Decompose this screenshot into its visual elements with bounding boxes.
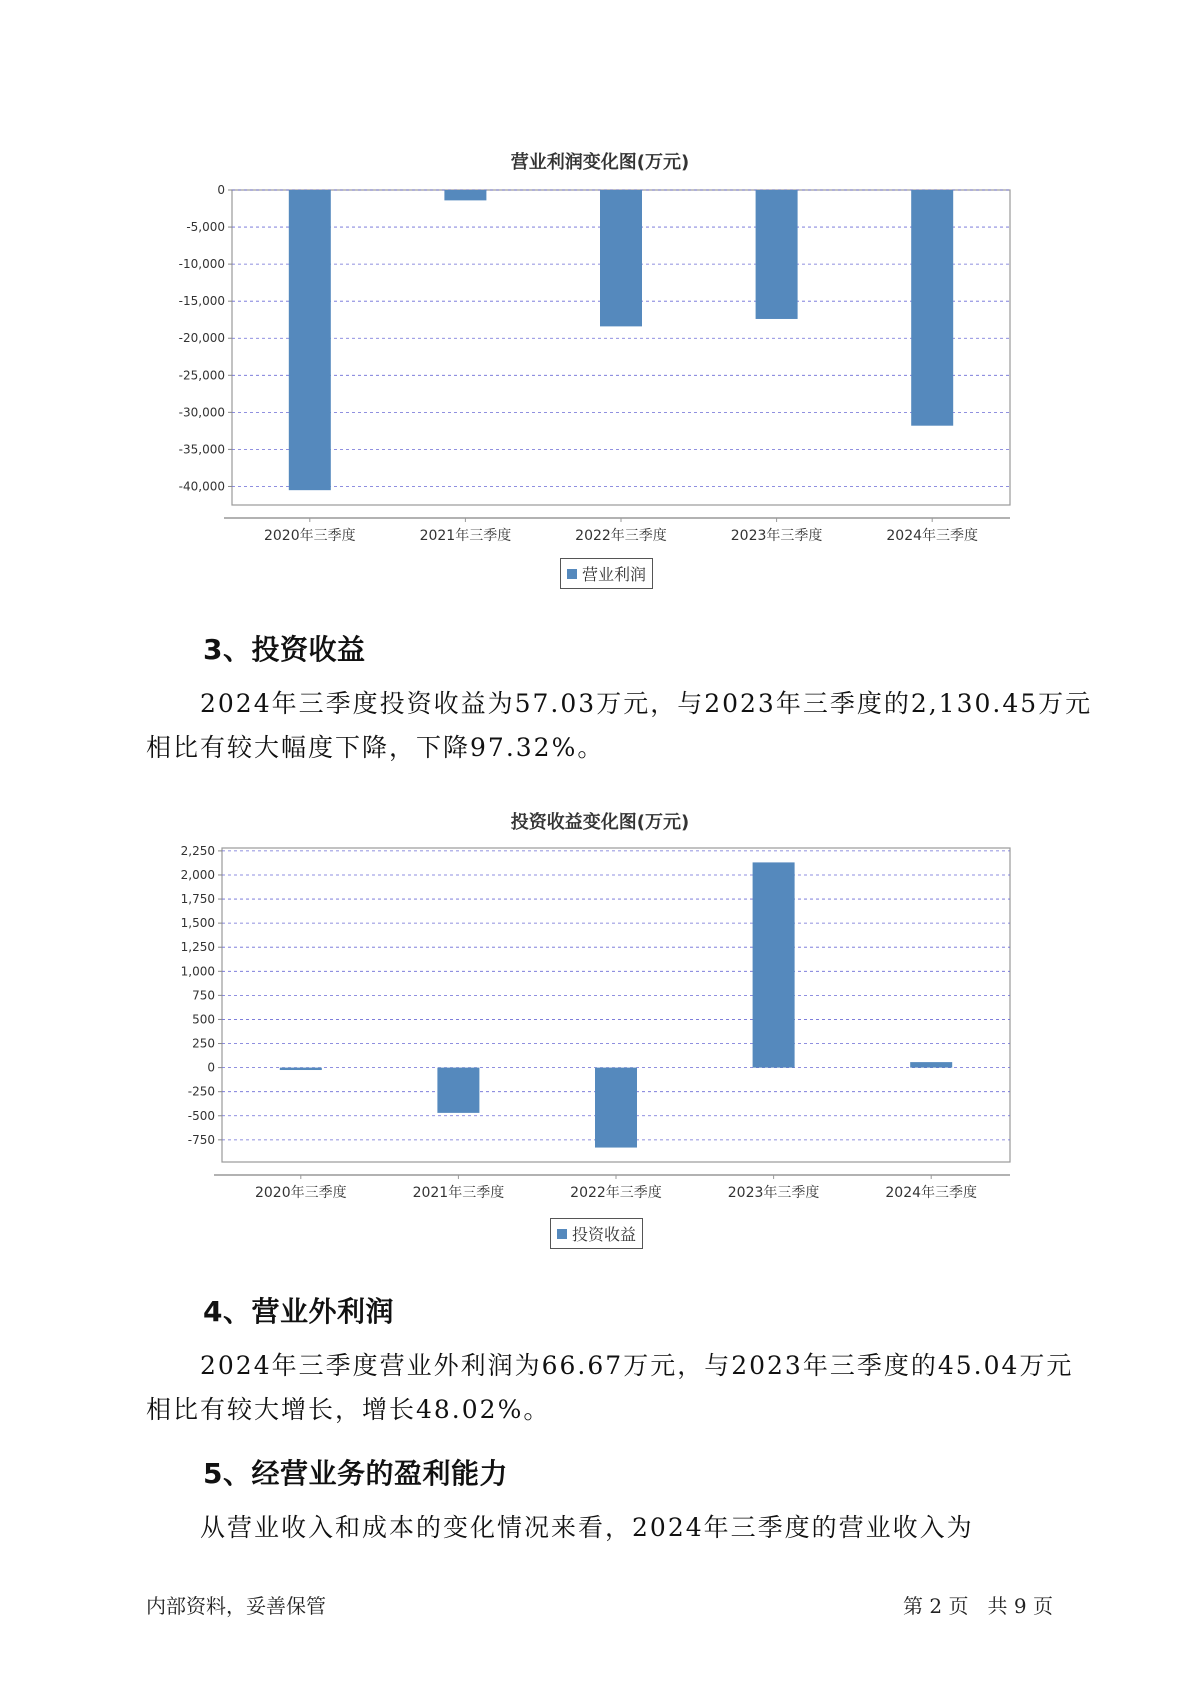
y-tick-label: -40,000 xyxy=(178,479,225,494)
y-tick-label: -10,000 xyxy=(178,257,225,272)
section-paragraph-investment-income xyxy=(146,682,1093,770)
section-paragraph-non-operating-profit xyxy=(146,1344,1074,1432)
bar xyxy=(600,190,642,326)
bar xyxy=(280,1068,322,1070)
legend-label: 营业利润 xyxy=(582,565,647,584)
section-heading-profitability: 5、经营业务的盈利能力 xyxy=(203,1457,508,1490)
x-tick-label: 2023年三季度 xyxy=(730,528,823,544)
bar xyxy=(910,1062,952,1067)
paragraph-line: 2024年三季度营业外利润为66.67万元，与2023年三季度的45.04万元 xyxy=(200,1351,1074,1380)
bar xyxy=(289,190,331,490)
bar xyxy=(444,190,486,200)
y-tick-label: -25,000 xyxy=(178,368,225,383)
bar xyxy=(911,190,953,426)
y-tick-label: 250 xyxy=(192,1036,215,1051)
chart-title: 投资收益变化图(万元) xyxy=(510,812,690,833)
bar xyxy=(595,1068,637,1148)
y-tick-label: -30,000 xyxy=(178,405,225,420)
y-tick-label: -35,000 xyxy=(178,442,225,457)
legend-swatch xyxy=(567,569,577,579)
y-tick-label: 1,250 xyxy=(180,940,215,955)
y-tick-label: 2,250 xyxy=(180,843,215,858)
x-tick-label: 2022年三季度 xyxy=(570,1185,662,1201)
y-tick-label: -5,000 xyxy=(186,220,225,235)
paragraph-line: 从营业收入和成本的变化情况来看，2024年三季度的营业收入为 xyxy=(200,1513,974,1542)
y-tick-label: 2,000 xyxy=(180,867,215,882)
paragraph-line: 2024年三季度投资收益为57.03万元，与2023年三季度的2,130.45万元 xyxy=(200,689,1093,718)
section-heading-investment-income: 3、投资收益 xyxy=(203,633,366,666)
x-tick-label: 2020年三季度 xyxy=(254,1185,347,1201)
y-tick-label: 0 xyxy=(217,183,225,197)
x-tick-label: 2020年三季度 xyxy=(263,528,356,544)
y-tick-label: -250 xyxy=(187,1084,215,1099)
bar xyxy=(756,190,798,319)
footer-page-number: 第 2 页 共 9 页 xyxy=(903,1594,1053,1618)
x-tick-label: 2022年三季度 xyxy=(575,528,667,544)
paragraph-line: 相比有较大增长，增长48.02%。 xyxy=(146,1395,551,1424)
x-tick-label: 2023年三季度 xyxy=(727,1185,820,1201)
y-tick-label: 1,750 xyxy=(180,892,215,907)
section-paragraph-profitability xyxy=(146,1506,1066,1550)
operating-profit-chart xyxy=(170,140,1030,600)
legend-label: 投资收益 xyxy=(572,1225,637,1244)
y-tick-label: -15,000 xyxy=(178,294,225,309)
legend-swatch xyxy=(557,1229,567,1239)
x-tick-label: 2021年三季度 xyxy=(419,528,512,544)
x-tick-label: 2024年三季度 xyxy=(885,1185,978,1201)
x-tick-label: 2024年三季度 xyxy=(886,528,979,544)
section-heading-non-operating-profit: 4、营业外利润 xyxy=(203,1295,394,1328)
chart-legend xyxy=(550,1218,643,1249)
y-tick-label: 750 xyxy=(192,988,215,1003)
y-tick-label: -750 xyxy=(187,1132,215,1147)
investment-income-chart xyxy=(170,808,1030,1268)
operating-profit-chart-plot xyxy=(170,180,1030,600)
x-tick-label: 2021年三季度 xyxy=(412,1185,505,1201)
y-tick-label: 1,500 xyxy=(180,916,215,931)
footer-left: 内部资料，妥善保管 xyxy=(146,1594,326,1618)
y-tick-label: 1,000 xyxy=(180,964,215,979)
investment-income-chart-plot xyxy=(170,840,1030,1230)
chart-legend xyxy=(560,558,653,589)
y-tick-label: 0 xyxy=(207,1060,215,1075)
chart-title: 营业利润变化图(万元) xyxy=(510,152,690,173)
y-tick-label: -500 xyxy=(187,1108,215,1123)
paragraph-line: 相比有较大幅度下降，下降97.32%。 xyxy=(146,733,605,762)
bar xyxy=(753,862,795,1067)
y-tick-label: 500 xyxy=(192,1012,215,1027)
y-tick-label: -20,000 xyxy=(178,331,225,346)
bar xyxy=(437,1068,479,1113)
